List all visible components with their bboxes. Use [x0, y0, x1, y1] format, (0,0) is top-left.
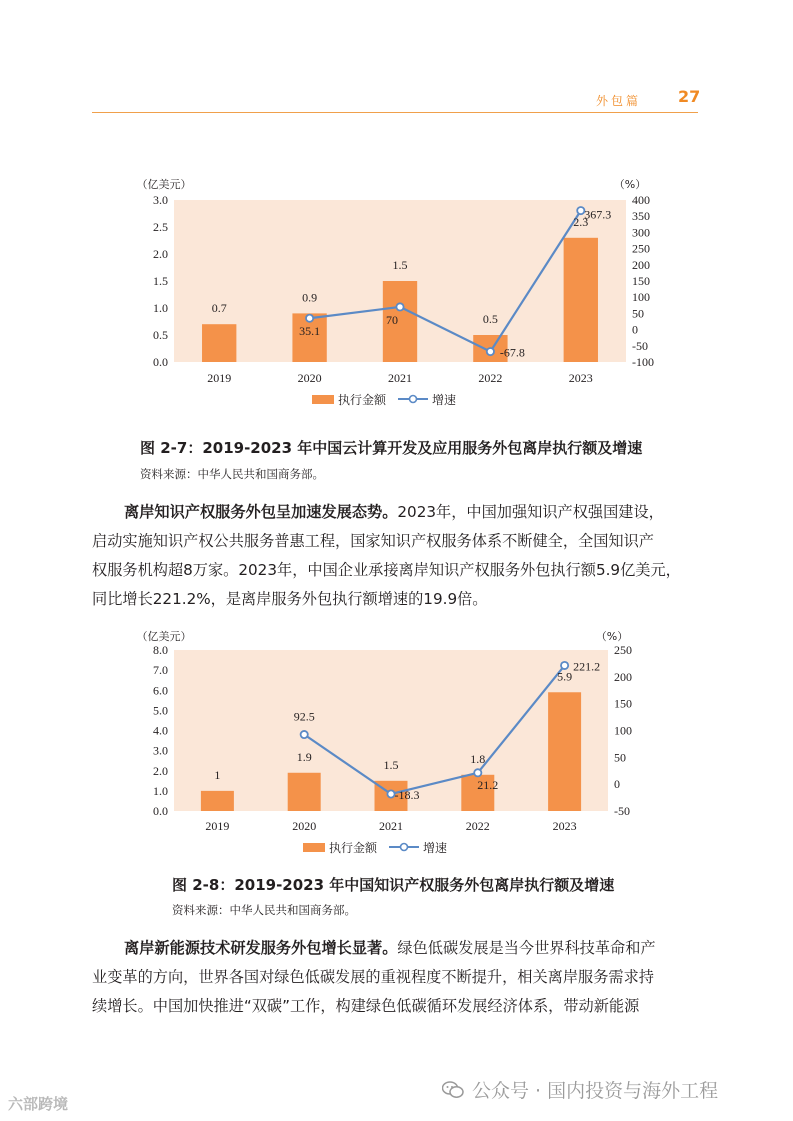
bar	[548, 692, 581, 811]
growth-value-label: -18.3	[394, 787, 420, 802]
bar	[288, 773, 321, 811]
x-tick-label: 2021	[379, 819, 403, 833]
y-right-tick-label: 150	[632, 274, 650, 288]
bar	[201, 791, 234, 811]
y-right-tick-label: 250	[614, 643, 632, 657]
bar-value-label: 1.8	[470, 751, 486, 766]
y-left-tick-label: 1.0	[153, 301, 168, 315]
paragraph-line: 业变革的方向，世界各国对绿色低碳发展的重视程度不断提升，相关离岸服务需求持	[92, 968, 654, 986]
figure-source: 资料来源：中华人民共和国商务部。	[172, 903, 356, 917]
chart-svg	[110, 630, 680, 860]
legend-line-label: 增速	[423, 841, 448, 855]
bar-value-label: 1.5	[383, 757, 399, 772]
bar	[564, 238, 598, 362]
x-tick-label: 2020	[292, 819, 317, 833]
bar	[202, 324, 236, 362]
y-right-tick-label: 350	[632, 209, 650, 224]
bar-value-label: 5.9	[557, 669, 573, 684]
y-left-unit: （亿美元）	[136, 178, 192, 191]
bar-value-label: 0.5	[482, 312, 498, 326]
wechat-icon	[442, 1081, 464, 1099]
y-left-tick-label: 8.0	[153, 643, 168, 657]
header-rule	[92, 112, 698, 113]
y-left-tick-label: 2.5	[153, 220, 168, 234]
growth-point	[561, 662, 568, 669]
y-right-tick-label: 50	[632, 306, 644, 321]
watermark-left: 六部跨境	[8, 1095, 69, 1113]
growth-point	[396, 303, 403, 310]
y-right-tick-label: -100	[632, 355, 654, 369]
y-right-tick-label: -50	[614, 804, 630, 818]
paragraph-line: 权服务机构超8万家。2023年，中国企业承接离岸知识产权服务外包执行额5.9亿美元，	[92, 561, 681, 579]
bar-value-label: 0.7	[211, 301, 227, 316]
bar-value-label: 1.9	[296, 749, 312, 764]
growth-point	[306, 315, 313, 322]
y-left-tick-label: 0.5	[153, 328, 168, 342]
y-left-tick-label: 7.0	[153, 663, 168, 678]
paragraph-text: 绿色低碳发展是当今世界科技革命和产	[397, 939, 656, 957]
growth-value-label: 92.5	[293, 709, 315, 724]
growth-value-label: 35.1	[299, 324, 321, 339]
growth-value-label: 221.2	[573, 659, 601, 674]
paragraph-lead: 离岸新能源技术研发服务外包增长显著。	[124, 939, 398, 957]
bar-value-label: 1	[214, 767, 221, 782]
y-left-tick-label: 1.5	[153, 274, 168, 288]
y-left-tick-label: 0.0	[153, 355, 168, 369]
growth-value-label: 70	[386, 312, 398, 327]
paragraph-text: 2023年，中国加强知识产权强国建设，	[397, 503, 664, 521]
growth-value-label: 367.3	[584, 207, 612, 222]
y-left-tick-label: 1.0	[153, 783, 168, 798]
x-tick-label: 2023	[568, 371, 593, 385]
paragraph-line	[92, 498, 699, 527]
y-left-tick-label: 3.0	[153, 193, 168, 207]
header-section-title: 外包篇	[596, 94, 642, 108]
legend-bar-swatch	[312, 395, 334, 404]
y-right-tick-label: 250	[632, 241, 650, 256]
figure-caption: 图 2-7：2019-2023 年中国云计算开发及应用服务外包离岸执行额及增速	[140, 439, 643, 457]
y-right-tick-label: 200	[614, 669, 632, 684]
legend-line-label: 增速	[432, 393, 457, 407]
bar-value-label: 2.3	[573, 214, 589, 229]
legend-line-marker	[401, 844, 408, 851]
y-right-tick-label: -50	[632, 338, 648, 353]
chart-svg	[110, 172, 680, 418]
legend-bar-swatch	[303, 843, 325, 852]
y-left-unit: （亿美元）	[136, 630, 192, 643]
y-left-tick-label: 4.0	[153, 723, 168, 738]
y-left-tick-label: 0.0	[153, 804, 168, 818]
x-tick-label: 2021	[388, 371, 412, 385]
figure-caption: 图 2-8：2019-2023 年中国知识产权服务外包离岸执行额及增速	[172, 876, 615, 894]
growth-value-label: -67.8	[499, 345, 525, 360]
y-left-tick-label: 6.0	[153, 683, 168, 698]
x-tick-label: 2022	[465, 819, 490, 833]
x-tick-label: 2019	[207, 371, 232, 385]
y-left-tick-label: 2.0	[153, 763, 168, 778]
paragraph-ip-services	[92, 498, 699, 614]
legend-line-marker	[410, 396, 417, 403]
x-tick-label: 2019	[205, 819, 230, 833]
watermark-right	[442, 1076, 718, 1103]
x-tick-label: 2023	[552, 819, 577, 833]
growth-point	[301, 731, 308, 738]
y-left-tick-label: 2.0	[153, 247, 168, 261]
paragraph-line: 同比增长221.2%，是离岸服务外包执行额增速的19.9倍。	[92, 590, 488, 608]
paragraph-line: 启动实施知识产权公共服务普惠工程，国家知识产权服务体系不断健全，全国知识产	[92, 532, 654, 550]
paragraph-lead: 离岸知识产权服务外包呈加速发展态势。	[124, 503, 398, 521]
y-right-tick-label: 0	[614, 777, 620, 792]
y-right-unit: （%）	[613, 178, 647, 191]
x-tick-label: 2020	[297, 371, 322, 385]
y-right-tick-label: 200	[632, 257, 650, 272]
paragraph-line: 续增长。中国加快推进“双碳”工作，构建绿色低碳循环发展经济体系，带动新能源	[92, 997, 640, 1015]
figure-source: 资料来源：中华人民共和国商务部。	[140, 467, 324, 481]
y-right-unit: （%）	[595, 630, 629, 643]
y-left-tick-label: 3.0	[153, 743, 168, 758]
growth-point	[474, 769, 481, 776]
y-right-tick-label: 50	[614, 750, 626, 765]
bar-value-label: 1.5	[392, 258, 408, 272]
y-right-tick-label: 0	[632, 322, 638, 337]
watermark-right-text: 公众号 · 国内投资与海外工程	[472, 1080, 719, 1102]
legend-bar-label: 执行金额	[329, 841, 378, 855]
y-right-tick-label: 400	[632, 193, 650, 207]
bar-value-label: 0.9	[302, 290, 318, 305]
page-number: 27	[678, 87, 701, 106]
chart-cloud-computing	[110, 172, 680, 418]
growth-point	[487, 348, 494, 355]
growth-value-label: 21.2	[477, 777, 499, 792]
y-right-tick-label: 100	[632, 290, 650, 305]
y-left-tick-label: 5.0	[153, 703, 168, 718]
legend-bar-label: 执行金额	[338, 393, 387, 407]
y-right-tick-label: 150	[614, 696, 632, 711]
x-tick-label: 2022	[478, 371, 503, 385]
paragraph-line	[92, 934, 699, 963]
y-right-tick-label: 100	[614, 723, 632, 738]
chart-ip-services	[110, 630, 680, 860]
paragraph-new-energy	[92, 934, 699, 1021]
y-right-tick-label: 300	[632, 225, 650, 240]
